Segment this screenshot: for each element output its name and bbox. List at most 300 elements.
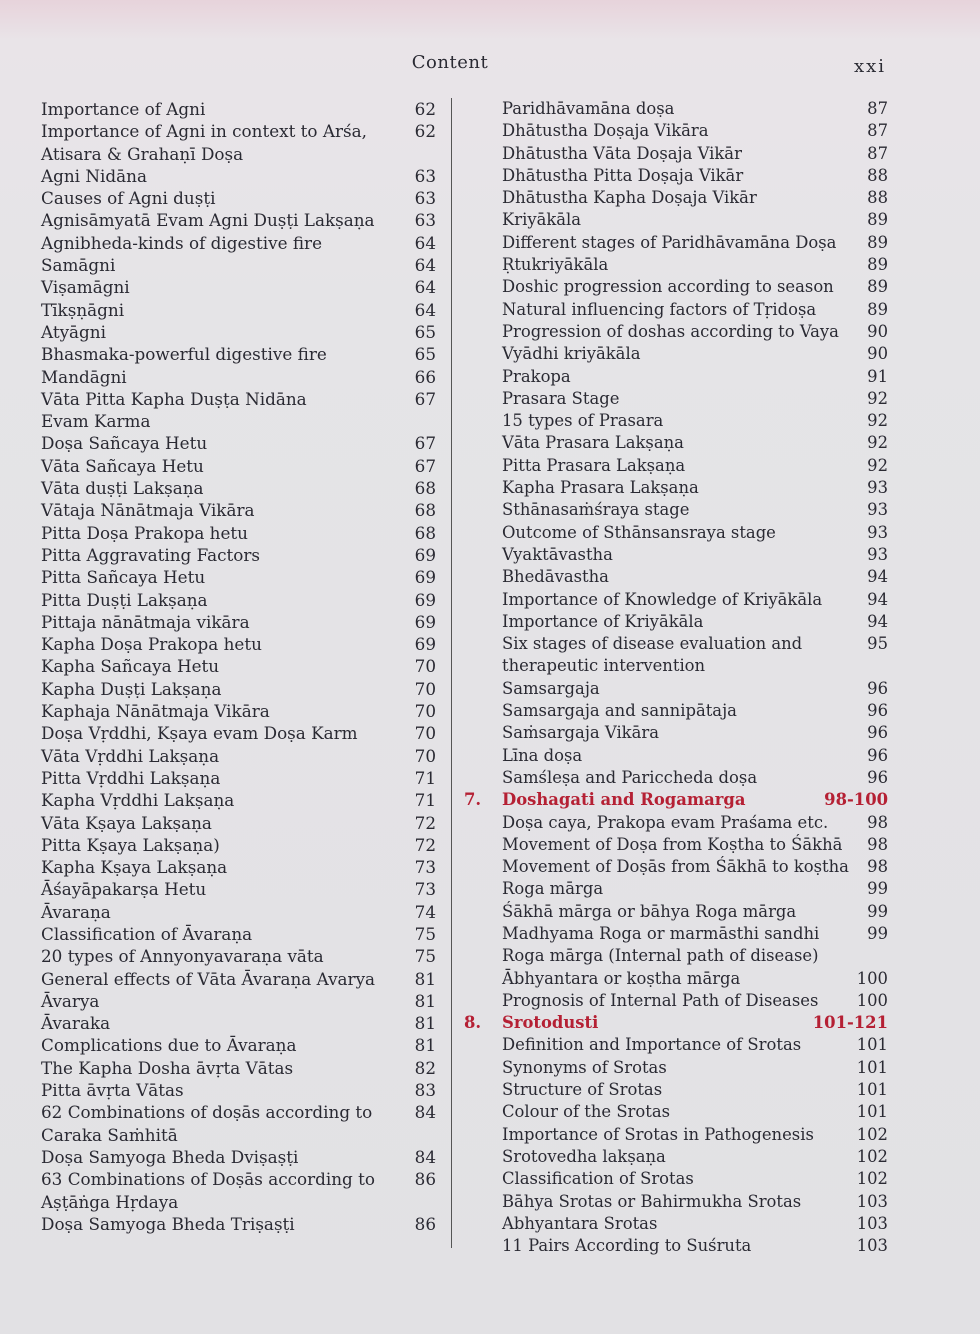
toc-entry-text: Bhasmaka-powerful digestive fire: [41, 344, 327, 365]
toc-entry-text: Vāta Sañcaya Hetu: [41, 455, 204, 476]
toc-entry-text: Dhātustha Vāta Doṣaja Vikār: [502, 143, 742, 163]
toc-entry: [502, 945, 888, 967]
toc-entry-page: 70: [414, 723, 436, 744]
toc-entry-text: Doṣa Samyoga Bheda Triṣaṣṭi: [41, 1213, 295, 1234]
toc-entry: [41, 455, 436, 477]
toc-entry-page: 81: [414, 1013, 436, 1034]
toc-entry: [502, 633, 888, 655]
toc-entry: [502, 1235, 888, 1257]
toc-entry-text: Ābhyantara or koṣtha mārga: [502, 968, 741, 988]
toc-entry: [502, 143, 888, 165]
toc-entry-text: Natural influencing factors of Tṛidoṣa: [502, 299, 817, 319]
toc-entry: [502, 968, 888, 990]
toc-entry-text: Srotovedha lakṣaṇa: [502, 1146, 666, 1166]
toc-entry-text: therapeutic intervention: [502, 656, 706, 676]
toc-entry-text: Bāhya Srotas or Bahirmukha Srotas: [502, 1191, 802, 1211]
toc-entry-page: 98: [867, 834, 888, 854]
toc-entry-page: 67: [414, 388, 436, 409]
toc-entry: [502, 1124, 888, 1146]
toc-entry: [502, 745, 888, 767]
toc-entry-page: 94: [867, 567, 888, 587]
toc-entry: [41, 1057, 436, 1079]
toc-section-number: 8.: [464, 1013, 482, 1033]
toc-entry-page: 89: [867, 299, 888, 319]
toc-entry-page: 70: [414, 701, 436, 722]
toc-entry-text: Doshic progression according to season: [502, 277, 834, 297]
toc-entry-text: Vyaktāvastha: [502, 544, 613, 564]
toc-entry-page: 93: [867, 478, 888, 498]
toc-entry-page: 81: [414, 968, 436, 989]
toc-entry-text: 15 types of Prasara: [502, 411, 664, 431]
toc-entry-text: Vāta duṣṭi Lakṣaṇa: [41, 478, 204, 499]
toc-entry-text: Āvarya: [41, 990, 100, 1011]
toc-entry-text: Roga mārga: [502, 879, 604, 899]
toc-entry-text: Kapha Doṣa Prakopa hetu: [41, 634, 262, 655]
toc-entry: [502, 834, 888, 856]
toc-section-heading: [464, 1012, 888, 1034]
toc-entry: [502, 923, 888, 945]
toc-entry-text: Āvaraṇa: [41, 901, 111, 922]
toc-entry: [502, 388, 888, 410]
toc-entry-page: 87: [867, 99, 888, 118]
toc-entry-text: Kriyākāla: [502, 210, 582, 230]
toc-entry-text: Pitta Prasara Lakṣaṇa: [502, 455, 686, 475]
toc-entry: [41, 1012, 436, 1034]
toc-entry-page: 75: [414, 923, 436, 944]
toc-entry-page: 89: [867, 210, 888, 230]
toc-entry-page: 67: [414, 433, 436, 454]
toc-entry: [502, 878, 888, 900]
toc-entry-text: Importance of Srotas in Pathogenesis: [502, 1124, 814, 1144]
toc-entry-page: 93: [867, 544, 888, 564]
toc-entry-page: 89: [867, 232, 888, 252]
toc-right-column: [464, 98, 888, 1257]
toc-entry-page: 88: [867, 188, 888, 208]
toc-entry: [41, 143, 436, 165]
toc-entry-page: 69: [414, 634, 436, 655]
toc-entry-page: 68: [414, 500, 436, 521]
toc-entry: [502, 209, 888, 231]
toc-entry: [502, 1034, 888, 1056]
toc-entry: [41, 812, 436, 834]
toc-entry-page: 62: [414, 99, 436, 119]
toc-entry: [502, 767, 888, 789]
toc-entry-page: 87: [867, 143, 888, 163]
toc-entry-text: Classification of Srotas: [502, 1169, 694, 1189]
toc-entry: [41, 1101, 436, 1123]
toc-entry-text: Aṣṭāṅga Hṛdaya: [41, 1191, 179, 1212]
toc-entry: [41, 990, 436, 1012]
toc-entry-text: Paridhāvamāna doṣa: [502, 99, 675, 118]
toc-entry: [502, 343, 888, 365]
toc-entry-text: Synonyms of Srotas: [502, 1057, 667, 1077]
toc-entry: [41, 321, 436, 343]
toc-entry: [41, 165, 436, 187]
toc-entry-text: Pittaja nānātmaja vikāra: [41, 611, 250, 632]
toc-entry-page: 86: [414, 1169, 436, 1190]
toc-entry: [41, 878, 436, 900]
toc-entry-text: Kapha Prasara Lakṣaṇa: [502, 478, 699, 498]
toc-entry-text: Progression of doshas according to Vaya: [502, 321, 839, 341]
toc-entry-page: 98: [867, 857, 888, 877]
toc-entry-text: Vyādhi kriyākāla: [502, 344, 641, 364]
toc-entry-page: 96: [867, 678, 888, 698]
toc-entry: [41, 276, 436, 298]
toc-entry-page: 69: [414, 589, 436, 610]
toc-entry-page: 91: [867, 366, 888, 386]
toc-entry: [502, 722, 888, 744]
toc-section-text: Doshagati and Rogamarga: [502, 790, 746, 810]
toc-entry: [502, 901, 888, 923]
toc-entry-page: 67: [414, 455, 436, 476]
toc-entry: [502, 455, 888, 477]
toc-entry-text: Doṣa Vṛddhi, Kṣaya evam Doṣa Karm: [41, 723, 358, 744]
toc-entry: [41, 1079, 436, 1101]
toc-entry-page: 63: [414, 165, 436, 186]
toc-entry: [502, 1057, 888, 1079]
toc-section-heading: [464, 789, 888, 811]
toc-section-text: Srotodusti: [502, 1013, 599, 1033]
toc-entry-page: 63: [414, 210, 436, 231]
toc-entry-page: 103: [856, 1191, 888, 1211]
toc-entry-text: Viṣamāgni: [41, 277, 130, 298]
toc-entry-text: Definition and Importance of Srotas: [502, 1035, 802, 1055]
toc-entry-page: 66: [414, 366, 436, 387]
toc-entry-page: 68: [414, 478, 436, 499]
toc-entry-text: Vāta Prasara Lakṣaṇa: [502, 433, 684, 453]
toc-entry: [502, 990, 888, 1012]
toc-entry-text: General effects of Vāta Āvaraṇa Avarya: [41, 968, 376, 989]
toc-section-number: 7.: [464, 790, 482, 810]
toc-entry-page: 96: [867, 723, 888, 743]
toc-entry-text: Pitta Kṣaya Lakṣaṇa): [41, 834, 220, 855]
toc-entry-page: 96: [867, 701, 888, 721]
toc-entry: [41, 1034, 436, 1056]
toc-entry-text: Tīkṣṇāgni: [41, 299, 125, 320]
toc-entry-page: 103: [856, 1236, 888, 1256]
toc-entry-page: 99: [867, 901, 888, 921]
toc-left-column: [41, 98, 436, 1235]
toc-entry: [502, 522, 888, 544]
toc-entry-text: Kapha Vṛddhi Lakṣaṇa: [41, 790, 235, 811]
toc-entry-page: 90: [867, 344, 888, 364]
toc-entry-page: 70: [414, 678, 436, 699]
toc-entry: [41, 923, 436, 945]
toc-entry: [41, 678, 436, 700]
toc-entry-page: 102: [856, 1124, 888, 1144]
toc-entry: [41, 120, 436, 142]
toc-entry: [41, 522, 436, 544]
toc-entry: [502, 1101, 888, 1123]
toc-entry-text: Dhātustha Doṣaja Vikāra: [502, 121, 709, 141]
toc-entry: [502, 120, 888, 142]
toc-entry-page: 89: [867, 277, 888, 297]
toc-entry-page: 65: [414, 344, 436, 365]
toc-entry-page: 92: [867, 433, 888, 453]
toc-entry-text: Vāta Pitta Kapha Duṣṭa Nidāna: [41, 388, 307, 409]
toc-entry: [41, 343, 436, 365]
toc-entry: [502, 276, 888, 298]
toc-entry-page: 70: [414, 745, 436, 766]
toc-entry-page: 81: [414, 990, 436, 1011]
toc-entry: [502, 700, 888, 722]
toc-entry: [502, 611, 888, 633]
toc-entry: [41, 98, 436, 120]
toc-entry-page: 98: [867, 812, 888, 832]
toc-entry: [502, 1146, 888, 1168]
toc-entry-page: 96: [867, 745, 888, 765]
toc-entry-text: Pitta Aggravating Factors: [41, 544, 260, 565]
toc-entry-page: 73: [414, 857, 436, 878]
toc-entry: [41, 611, 436, 633]
toc-entry-text: Outcome of Sthānsansraya stage: [502, 522, 776, 542]
toc-entry-page: 101: [856, 1080, 888, 1100]
toc-entry-text: Samāgni: [41, 255, 116, 276]
toc-entry-text: Kaphaja Nānātmaja Vikāra: [41, 701, 270, 722]
toc-entry-page: 88: [867, 165, 888, 185]
toc-entry-text: Colour of the Srotas: [502, 1102, 671, 1122]
toc-entry-text: Structure of Srotas: [502, 1080, 663, 1100]
toc-entry-text: Ṛtukriyākāla: [502, 255, 609, 275]
toc-entry: [41, 477, 436, 499]
toc-entry-page: 62: [414, 121, 436, 142]
toc-entry-page: 63: [414, 188, 436, 209]
toc-entry-page: 71: [414, 790, 436, 811]
toc-entry-text: Atyāgni: [41, 321, 106, 342]
toc-entry: [41, 254, 436, 276]
toc-entry-text: Vāta Vṛddhi Lakṣaṇa: [41, 745, 220, 766]
toc-entry-text: Doṣa Sañcaya Hetu: [41, 433, 208, 454]
toc-entry-page: 92: [867, 411, 888, 431]
toc-entry: [502, 432, 888, 454]
toc-entry-page: 72: [414, 812, 436, 833]
toc-entry: [502, 477, 888, 499]
toc-entry-page: 100: [856, 990, 888, 1010]
toc-entry-text: Atisara & Grahaṇī Doṣa: [41, 143, 244, 164]
toc-entry: [502, 1213, 888, 1235]
toc-entry-text: Importance of Agni: [41, 99, 206, 119]
toc-entry-page: 99: [867, 923, 888, 943]
toc-entry-text: Pitta āvṛta Vātas: [41, 1080, 184, 1101]
toc-entry-text: Prognosis of Internal Path of Diseases: [502, 990, 819, 1010]
toc-entry-page: 100: [856, 968, 888, 988]
toc-entry-text: Agnibheda-kinds of digestive fire: [41, 232, 323, 253]
toc-entry: [41, 1168, 436, 1190]
toc-entry: [502, 544, 888, 566]
toc-entry-text: Kapha Kṣaya Lakṣaṇa: [41, 857, 228, 878]
toc-entry-text: Abhyantara Srotas: [502, 1213, 658, 1233]
toc-entry-page: 64: [414, 232, 436, 253]
toc-entry: [41, 722, 436, 744]
toc-entry-text: Pitta Doṣa Prakopa hetu: [41, 522, 248, 543]
toc-entry: [502, 1168, 888, 1190]
toc-entry-text: 62 Combinations of doṣās according to: [41, 1102, 373, 1123]
toc-entry-text: Kapha Sañcaya Hetu: [41, 656, 220, 677]
toc-entry-text: Agni Nidāna: [41, 165, 147, 186]
column-divider: [451, 98, 452, 1248]
toc-entry-page: 94: [867, 611, 888, 631]
toc-entry-text: Bhedāvastha: [502, 567, 609, 587]
toc-entry-page: 84: [414, 1102, 436, 1123]
toc-section-title: [464, 1012, 598, 1034]
toc-entry: [41, 544, 436, 566]
toc-entry-text: 11 Pairs According to Suśruta: [502, 1236, 752, 1256]
toc-entry-page: 101: [856, 1035, 888, 1055]
toc-entry: [41, 700, 436, 722]
toc-entry-text: Roga mārga (Internal path of disease): [502, 946, 819, 966]
toc-entry-page: 95: [867, 634, 888, 654]
toc-entry-page: 93: [867, 500, 888, 520]
toc-entry-page: 84: [414, 1146, 436, 1167]
toc-entry: [41, 834, 436, 856]
toc-entry: [41, 655, 436, 677]
toc-entry-text: Samsargaja: [502, 678, 600, 698]
toc-entry: [41, 499, 436, 521]
toc-entry-page: 102: [856, 1169, 888, 1189]
toc-entry-page: 64: [414, 299, 436, 320]
toc-entry: [41, 745, 436, 767]
toc-entry-text: Six stages of disease evaluation and: [502, 634, 803, 654]
toc-entry: [502, 655, 888, 677]
toc-entry: [41, 432, 436, 454]
toc-entry: [502, 499, 888, 521]
toc-entry-text: Importance of Agni in context to Arśa,: [41, 121, 367, 142]
toc-entry: [41, 945, 436, 967]
toc-entry: [41, 388, 436, 410]
toc-entry: [41, 901, 436, 923]
toc-entry-page: 75: [414, 946, 436, 967]
toc-entry-page: 64: [414, 255, 436, 276]
toc-entry: [502, 232, 888, 254]
toc-entry-text: Pitta Vṛddhi Lakṣaṇa: [41, 767, 221, 788]
toc-entry-page: 70: [414, 656, 436, 677]
toc-entry: [502, 856, 888, 878]
toc-entry: [502, 1079, 888, 1101]
toc-entry: [502, 187, 888, 209]
toc-entry-page: 101: [856, 1102, 888, 1122]
toc-entry-page: 86: [414, 1213, 436, 1234]
toc-entry: [502, 1191, 888, 1213]
toc-entry-text: Complications due to Āvaraṇa: [41, 1035, 297, 1056]
toc-entry-text: Āśayāpakarṣa Hetu: [41, 879, 207, 900]
toc-entry-page: 72: [414, 834, 436, 855]
toc-entry-text: Dhātustha Kapha Doṣaja Vikār: [502, 188, 757, 208]
toc-entry: [41, 566, 436, 588]
toc-entry: [502, 299, 888, 321]
toc-entry-text: Evam Karma: [41, 411, 151, 432]
toc-entry-page: 89: [867, 255, 888, 275]
toc-entry-page: 65: [414, 321, 436, 342]
toc-entry: [41, 209, 436, 231]
toc-entry: [502, 321, 888, 343]
toc-entry-text: Movement of Doṣās from Śākhā to koṣtha: [502, 857, 849, 877]
toc-entry-page: 98-100: [824, 790, 888, 810]
toc-entry-page: 103: [856, 1213, 888, 1233]
toc-entry: [41, 1124, 436, 1146]
toc-entry-page: 101: [856, 1057, 888, 1077]
toc-entry-text: Āvaraka: [41, 1013, 111, 1034]
toc-entry: [502, 254, 888, 276]
toc-entry: [41, 856, 436, 878]
toc-entry-text: Importance of Kriyākāla: [502, 611, 704, 631]
toc-entry-text: Vātaja Nānātmaja Vikāra: [41, 500, 255, 521]
toc-entry: [502, 812, 888, 834]
toc-entry-text: Agnisāmyatā Evam Agni Duṣṭi Lakṣaṇa: [41, 210, 375, 231]
toc-entry-page: 69: [414, 544, 436, 565]
toc-entry-text: Doṣa Samyoga Bheda Dviṣaṣṭi: [41, 1146, 299, 1167]
toc-entry: [41, 232, 436, 254]
toc-entry-text: Saṁsargaja Vikāra: [502, 723, 659, 743]
toc-entry-text: Līna doṣa: [502, 745, 583, 765]
toc-entry: [41, 789, 436, 811]
toc-entry: [502, 98, 888, 120]
toc-entry-page: 71: [414, 767, 436, 788]
toc-entry-page: 102: [856, 1146, 888, 1166]
toc-entry-page: 90: [867, 321, 888, 341]
toc-entry-text: Mandāgni: [41, 366, 127, 387]
toc-entry-page: 94: [867, 589, 888, 609]
toc-entry-text: Śākhā mārga or bāhya Roga mārga: [502, 901, 797, 921]
toc-entry: [41, 767, 436, 789]
running-header-title: Content: [411, 52, 489, 73]
toc-entry-text: 63 Combinations of Doṣās according to: [41, 1169, 375, 1190]
toc-entry-text: 20 types of Annyonyavaraṇa vāta: [41, 946, 324, 967]
toc-entry-text: Samśleṣa and Pariccheda doṣa: [502, 767, 758, 787]
toc-entry-text: Doṣa caya, Prakopa evam Praśama etc.: [502, 812, 829, 832]
toc-entry: [41, 410, 436, 432]
toc-section-title: [464, 789, 746, 811]
toc-entry: [41, 589, 436, 611]
toc-entry: [502, 165, 888, 187]
toc-entry-page: 83: [414, 1080, 436, 1101]
toc-entry: [502, 678, 888, 700]
toc-entry: [41, 1146, 436, 1168]
toc-entry-page: 81: [414, 1035, 436, 1056]
toc-entry-page: 93: [867, 522, 888, 542]
toc-entry-page: 99: [867, 879, 888, 899]
toc-entry: [41, 1191, 436, 1213]
toc-entry-text: Prasara Stage: [502, 388, 620, 408]
toc-entry-text: Importance of Knowledge of Kriyākāla: [502, 589, 823, 609]
toc-entry: [502, 366, 888, 388]
toc-entry-page: 82: [414, 1057, 436, 1078]
toc-entry-text: Caraka Saṁhitā: [41, 1124, 178, 1145]
toc-entry-text: Sthānasaṁśraya stage: [502, 500, 690, 520]
toc-entry-text: Causes of Agni duṣṭi: [41, 188, 216, 209]
toc-entry-page: 92: [867, 455, 888, 475]
toc-entry-text: Samsargaja and sannipātaja: [502, 701, 737, 721]
toc-entry: [41, 633, 436, 655]
toc-entry: [41, 1213, 436, 1235]
toc-entry: [502, 410, 888, 432]
toc-entry: [502, 566, 888, 588]
toc-entry-page: 101-121: [812, 1013, 888, 1033]
toc-entry: [41, 299, 436, 321]
toc-entry: [41, 187, 436, 209]
toc-entry-page: 69: [414, 611, 436, 632]
toc-entry: [41, 968, 436, 990]
toc-entry-page: 64: [414, 277, 436, 298]
toc-entry-text: Movement of Doṣa from Koṣtha to Śākhā: [502, 834, 843, 854]
toc-entry-page: 73: [414, 879, 436, 900]
toc-entry-text: The Kapha Dosha āvṛta Vātas: [41, 1057, 294, 1078]
toc-entry-page: 96: [867, 767, 888, 787]
toc-entry-text: Prakopa: [502, 366, 571, 386]
toc-entry-text: Dhātustha Pitta Doṣaja Vikār: [502, 165, 744, 185]
toc-entry-page: 68: [414, 522, 436, 543]
toc-entry-text: Different stages of Paridhāvamāna Doṣa: [502, 232, 837, 252]
toc-entry-page: 87: [867, 121, 888, 141]
